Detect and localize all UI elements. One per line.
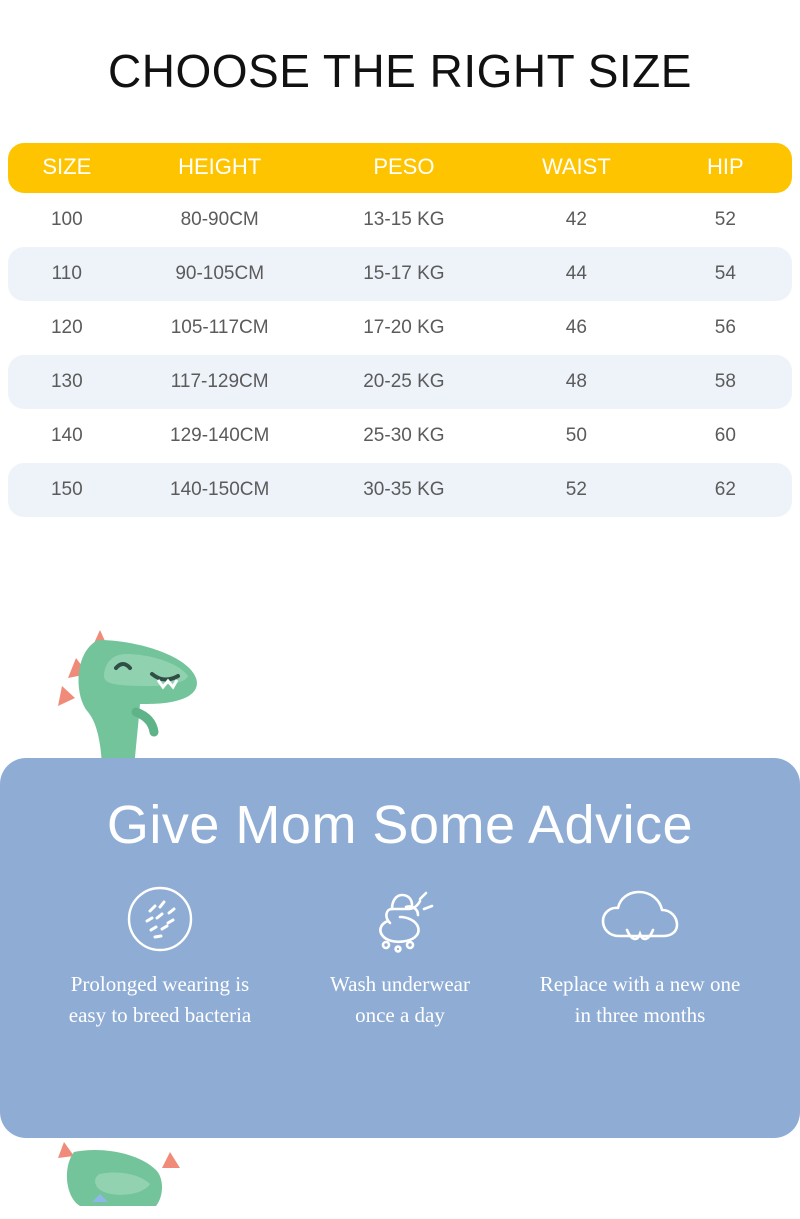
cell-peso: 25-30 KG	[363, 424, 445, 446]
cell-waist: 48	[494, 355, 659, 409]
hand-wash-icon	[280, 881, 520, 957]
cell-waist: 46	[565, 316, 587, 338]
cell-waist: 52	[494, 463, 659, 517]
advice-text	[520, 969, 760, 1030]
cell-size: 120	[50, 316, 83, 338]
cell-hip: 62	[659, 463, 792, 517]
cell-peso: 30-35 KG	[314, 463, 494, 517]
advice-item-bacteria	[40, 881, 280, 1030]
advice-items	[0, 855, 800, 1030]
cell-size: 110	[8, 247, 126, 301]
cell-peso: 20-25 KG	[314, 355, 494, 409]
column-header-height: HEIGHT	[126, 143, 314, 193]
size-table	[8, 143, 792, 517]
advice-text	[40, 969, 280, 1030]
table-row	[8, 355, 792, 409]
advice-line-2: easy to breed bacteria	[68, 1002, 252, 1027]
table-row	[8, 409, 792, 463]
cell-hip: 54	[659, 247, 792, 301]
cell-waist: 42	[565, 208, 587, 230]
cell-height: 140-150CM	[126, 463, 314, 517]
table-row	[8, 247, 792, 301]
cell-waist: 44	[494, 247, 659, 301]
advice-line-2: once a day	[355, 1002, 445, 1027]
advice-line-1: Prolonged wearing is	[70, 972, 250, 997]
advice-line-1: Replace with a new one	[539, 972, 741, 997]
cell-size: 130	[8, 355, 126, 409]
table-row	[8, 193, 792, 247]
cell-hip: 56	[714, 316, 736, 338]
column-header-waist: WAIST	[494, 143, 659, 193]
cell-peso: 13-15 KG	[363, 208, 445, 230]
column-header-size: SIZE	[8, 143, 126, 193]
advice-item-replace	[520, 881, 760, 1030]
cell-hip: 60	[714, 424, 736, 446]
cell-hip: 52	[714, 208, 736, 230]
advice-panel	[0, 758, 800, 1138]
cell-hip: 58	[659, 355, 792, 409]
table-header-row	[8, 143, 792, 193]
table-row	[8, 301, 792, 355]
page-title: CHOOSE THE RIGHT SIZE	[108, 45, 692, 97]
cell-height: 117-129CM	[126, 355, 314, 409]
advice-line-2: in three months	[574, 1002, 706, 1027]
cell-height: 129-140CM	[170, 424, 270, 446]
cell-size: 140	[50, 424, 83, 446]
advice-item-wash	[280, 881, 520, 1030]
dinosaur-illustration	[40, 1118, 220, 1214]
advice-title: Give Mom Some Advice	[106, 795, 694, 855]
cell-size: 150	[8, 463, 126, 517]
advice-line-1: Wash underwear	[330, 972, 470, 997]
cell-waist: 50	[565, 424, 587, 446]
table-row	[8, 463, 792, 517]
cell-peso: 17-20 KG	[363, 316, 445, 338]
size-chart	[0, 143, 800, 517]
column-header-hip: HIP	[659, 143, 792, 193]
cell-size: 100	[50, 208, 83, 230]
cell-height: 80-90CM	[180, 208, 259, 230]
cell-height: 90-105CM	[126, 247, 314, 301]
column-header-peso: PESO	[314, 143, 494, 193]
cloud-underwear-icon	[520, 881, 760, 957]
cell-peso: 15-17 KG	[314, 247, 494, 301]
advice-text	[280, 969, 520, 1030]
cell-height: 105-117CM	[170, 316, 269, 338]
bacteria-icon	[40, 881, 280, 957]
